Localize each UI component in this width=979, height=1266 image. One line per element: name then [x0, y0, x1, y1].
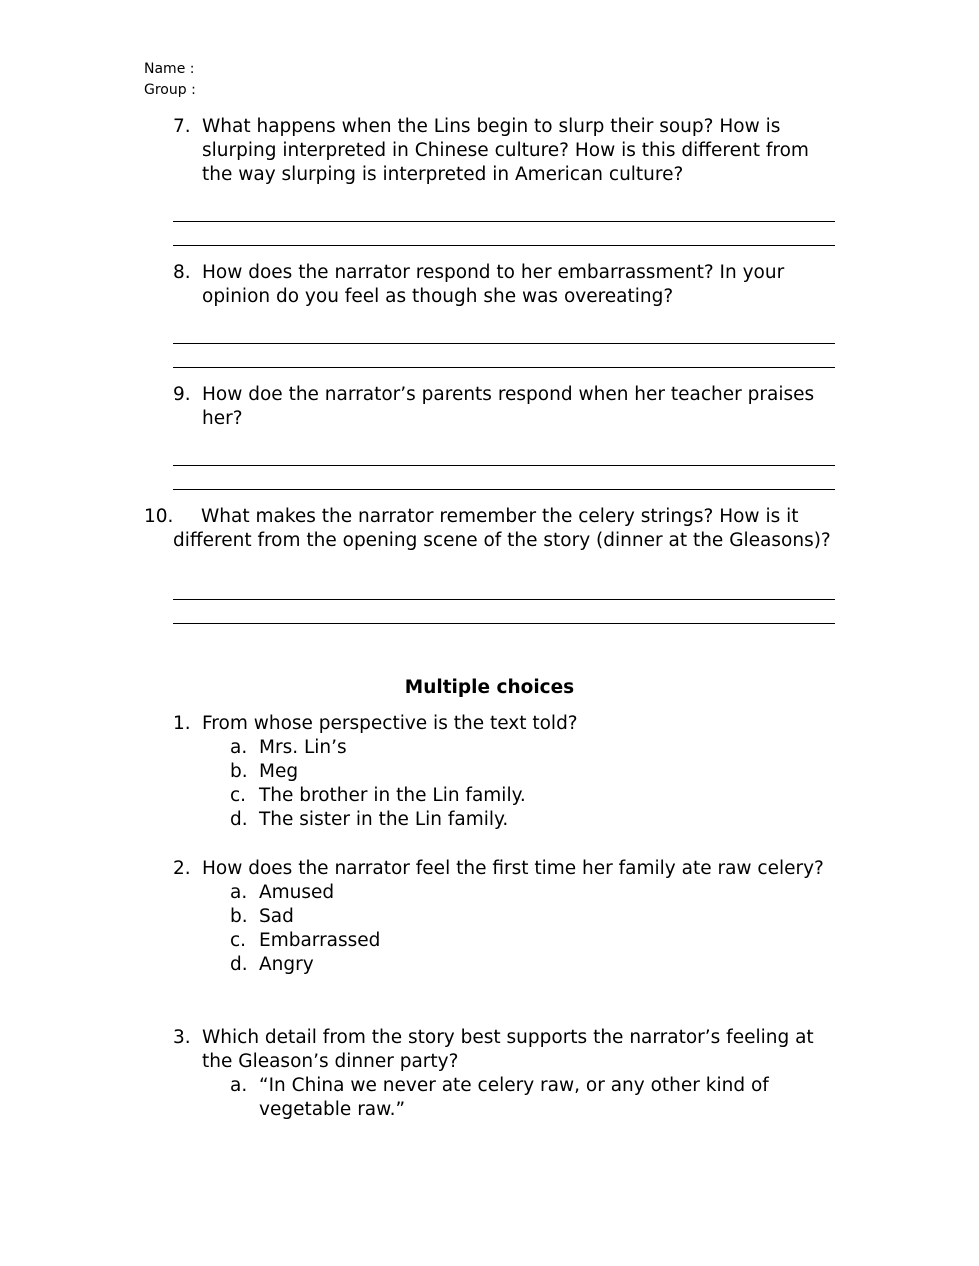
question-number: 10. — [144, 506, 174, 527]
question-text: Which detail from the story best supports the narrator’s feeling at the Gleason’s dinner party? — [202, 1027, 814, 1072]
question-text-continued: different from the opening scene of the story (dinner at the Gleasons)? — [173, 530, 831, 551]
answer-line — [173, 221, 835, 222]
mc-question-1 — [173, 712, 838, 832]
question-number: 3. — [173, 1027, 191, 1048]
option-letter: d. — [230, 954, 248, 975]
option-c — [230, 784, 838, 808]
question-number: 1. — [173, 713, 191, 734]
option-text: Angry — [259, 954, 314, 975]
question-text: How doe the narrator’s parents respond when her teacher praises her? — [202, 384, 815, 429]
option-text: The sister in the Lin family. — [259, 809, 509, 830]
option-letter: c. — [230, 785, 247, 806]
question-text: From whose perspective is the text told? — [202, 713, 578, 734]
option-b — [230, 760, 838, 784]
option-letter: c. — [230, 930, 247, 951]
answer-line — [173, 367, 835, 368]
answer-line — [173, 465, 835, 466]
question-number: 7. — [173, 116, 191, 137]
option-text: Meg — [259, 761, 299, 782]
mc-question-3 — [173, 1026, 838, 1122]
option-letter: b. — [230, 906, 248, 927]
question-text: What makes the narrator remember the celery strings? How is it — [201, 506, 799, 527]
answer-line — [173, 343, 835, 344]
option-text: Sad — [259, 906, 294, 927]
question-10 — [144, 505, 838, 553]
option-letter: a. — [230, 882, 248, 903]
option-text: The brother in the Lin family. — [259, 785, 526, 806]
option-letter: d. — [230, 809, 248, 830]
option-a — [230, 881, 838, 905]
answer-line — [173, 489, 835, 490]
question-text: How does the narrator respond to her embarrassment? In your opinion do you feel as though she was overeating? — [202, 262, 785, 307]
question-number: 2. — [173, 858, 191, 879]
option-letter: a. — [230, 737, 248, 758]
option-text: “In China we never ate celery raw, or any other kind of vegetable raw.” — [259, 1075, 769, 1120]
option-letter: b. — [230, 761, 248, 782]
option-d — [230, 808, 838, 832]
question-number: 8. — [173, 262, 191, 283]
option-c — [230, 929, 838, 953]
question-text: How does the narrator feel the first time her family ate raw celery? — [202, 858, 824, 879]
option-a — [230, 1074, 838, 1122]
question-8 — [173, 261, 838, 309]
option-d — [230, 953, 838, 977]
question-text: What happens when the Lins begin to slurp their soup? How is slurping interpreted in Chinese culture? How is this different from the way slurping is interpreted in American culture? — [202, 116, 809, 185]
group-label: Group : — [144, 82, 196, 98]
name-label: Name : — [144, 61, 195, 77]
answer-line — [173, 623, 835, 624]
answer-line — [173, 245, 835, 246]
option-b — [230, 905, 838, 929]
option-letter: a. — [230, 1075, 248, 1096]
option-text: Embarrassed — [259, 930, 381, 951]
section-title: Multiple choices — [404, 677, 575, 698]
option-text: Mrs. Lin’s — [259, 737, 347, 758]
question-9 — [173, 383, 838, 431]
question-number: 9. — [173, 384, 191, 405]
option-text: Amused — [259, 882, 335, 903]
option-a — [230, 736, 838, 760]
mc-question-2 — [173, 857, 838, 977]
question-7 — [173, 115, 838, 187]
answer-line — [173, 599, 835, 600]
